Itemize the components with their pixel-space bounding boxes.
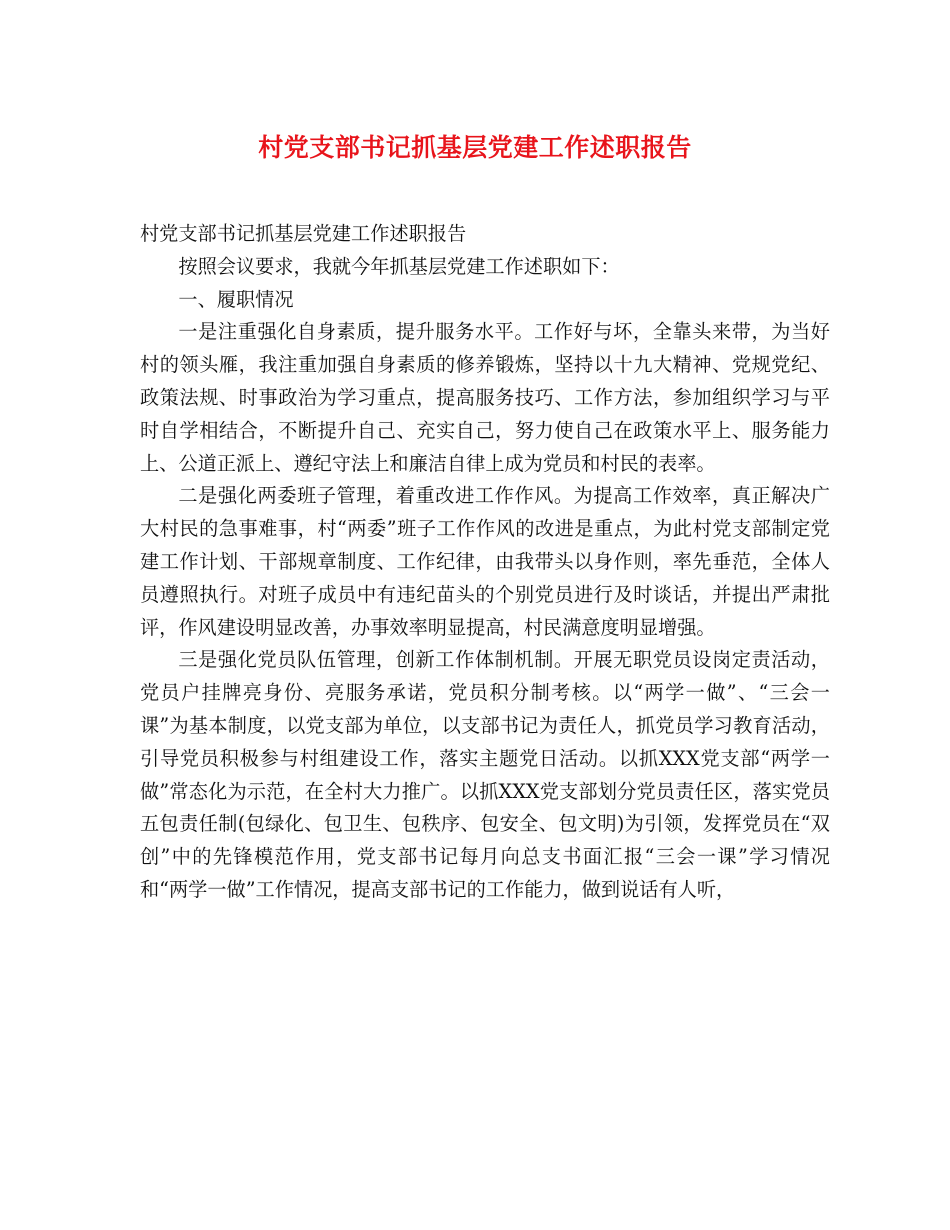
document-title: 村党支部书记抓基层党建工作述职报告: [258, 133, 692, 162]
document-body: [140, 218, 830, 907]
paragraph-point-three: 三是强化党员队伍管理，创新工作体制机制。开展无职党员设岗定责活动，党员户挂牌亮身份、亮服务承诺，党员积分制考核。以“两学一做”、“三会一课”为基本制度，以党支部为单位，以支部书记为责任人，抓党员学习教育活动，引导党员积极参与村组建设工作，落实主题党日活动。以抓XXX党支部“两学一做”常态化为示范，在全村大力推广。以抓XXX党支部划分党员责任区，落实党员五包责任制(包绿化、包卫生、包秩序、包安全、包文明)为引领，发挥党员在“双创”中的先锋模范作用，党支部书记每月向总支书面汇报“三会一课”学习情况和“两学一做”工作情况，提高支部书记的工作能力，做到说话有人听，: [140, 648, 830, 901]
paragraph-point-two: 二是强化两委班子管理，着重改进工作作风。为提高工作效率，真正解决广大村民的急事难事，村“两委”班子工作作风的改进是重点，为此村党支部制定党建工作计划、干部规章制度、工作纪律，由我带头以身作则，率先垂范，全体人员遵照执行。对班子成员中有违纪苗头的个别党员进行及时谈话，并提出严肃批评，作风建设明显改善，办事效率明显提高，村民满意度明显增强。: [140, 484, 830, 639]
paragraph-point-one: 一是注重强化自身素质，提升服务水平。工作好与坏，全靠头来带，为当好村的领头雁，我注重加强自身素质的修养锻炼，坚持以十九大精神、党规党纪、政策法规、时事政治为学习重点，提高服务技巧、工作方法，参加组织学习与平时自学相结合，不断提升自己、充实自己，努力使自己在政策水平上、服务能力上、公道正派上、遵纪守法上和廉洁自律上成为党员和村民的表率。: [140, 320, 830, 475]
section-heading: 一、履职情况: [178, 287, 294, 311]
document-subtitle: 村党支部书记抓基层党建工作述职报告: [140, 222, 467, 245]
paragraph-intro: 按照会议要求，我就今年抓基层党建工作述职如下：: [178, 254, 620, 278]
